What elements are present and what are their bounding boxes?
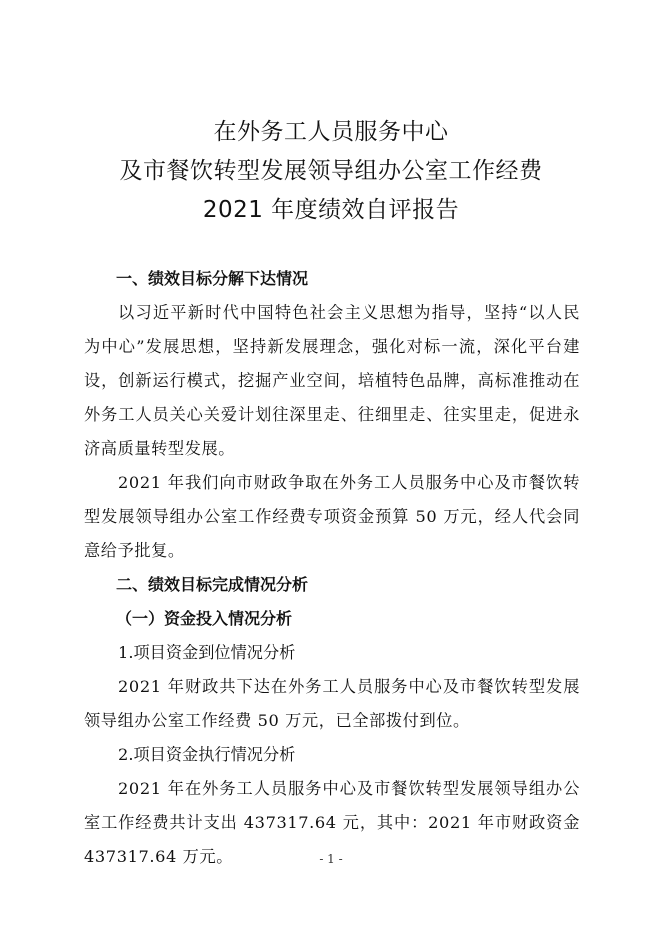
section-2-paragraph-2: 2021 年在外务工人员服务中心及市餐饮转型发展领导组办公室工作经费共计支出 437317.64 元，其中：2021 年市财政资金 437317.64 万元。 <box>84 779 580 866</box>
section-2-paragraph-1: 2021 年财政共下达在外务工人员服务中心及市餐饮转型发展领导组办公室工作经费 50 万元，已全部拨付到位。 <box>84 677 580 730</box>
section-1-paragraph-2: 2021 年我们向市财政争取在外务工人员服务中心及市餐饮转型发展领导组办公室工作经费专项资金预算 50 万元，经人代会同意给予批复。 <box>84 473 580 560</box>
section-1-paragraph-1: 以习近平新时代中国特色社会主义思想为指导，坚持“以人民为中心”发展思想，坚持新发展理念，强化对标一流，深化平台建设，创新运行模式，挖掘产业空间，培植特色品牌，高标准推动在外务工人员关心关爱计划往深里走、往细里走、往实里走，促进永济高质量转型发展。 <box>84 303 580 458</box>
section-2-item-2: 2.项目资金执行情况分析 <box>118 745 296 764</box>
section-2-item-1: 1.项目资金到位情况分析 <box>118 643 296 662</box>
page-number: - 1 - <box>319 852 343 866</box>
section-2-subheading-1: （一）资金投入情况分析 <box>116 609 293 628</box>
document-body <box>84 262 580 874</box>
title-line-2: 及市餐饮转型发展领导组办公室工作经费 <box>119 158 543 184</box>
title-line-1: 在外务工人员服务中心 <box>213 119 449 145</box>
section-1-heading: 一、绩效目标分解下达情况 <box>116 269 309 288</box>
title-line-3: 2021 年度绩效自评报告 <box>202 197 460 223</box>
section-2-heading: 二、绩效目标完成情况分析 <box>116 575 309 594</box>
